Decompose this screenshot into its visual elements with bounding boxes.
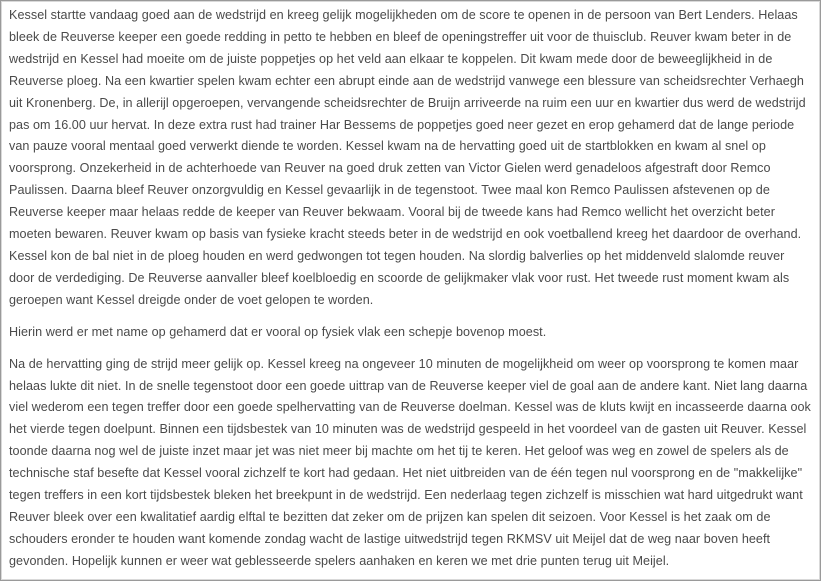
article-paragraph-2: Hierin werd er met name op gehamerd dat er vooral op fysiek vlak een schepje bovenop moest.	[9, 324, 547, 339]
article-paragraph-1: Kessel startte vandaag goed aan de wedstrijd en kreeg gelijk mogelijkheden om de score te openen in de persoon van Bert Lenders. Helaas bleek de Reuverse keeper een goede redding in petto te hebben en bleef de openingstreffer uit voor de thuisclub. Reuver kwam beter in de wedstrijd en Kessel had moeite om de juiste poppetjes op het veld aan elkaar te koppelen. Dit kwam mede door de beweeglijkheid in de Reuverse ploeg. Na een kwartier spelen kwam echter een abrupt einde aan de wedstrijd vanwege een blessure van scheidsrechter Verhaegh uit Kronenberg. De, in allerijl opgeroepen, vervangende scheidsrechter de Bruijn arriveerde na ruim een uur en kwartier dus werd de wedstrijd pas om 16.00 uur hervat. In deze extra rust had trainer Har Bessems de poppetjes goed neer gezet en erop gehamerd dat de lange periode van pauze vooral mentaal goed verwerkt diende te worden. Kessel kwam na de hervatting goed uit de startblokken en kwam al snel op voorsprong. Onzekerheid in de achterhoede van Reuver na goed druk zetten van Victor Gielen werd genadeloos afgestraft door Remco Paulissen. Daarna bleef Reuver onzorgvuldig en Kessel gevaarlijk in de tegenstoot. Twee maal kon Remco Paulissen afstevenen op de Reuverse keeper maar helaas redde de keeper van Reuver bekwaam. Vooral bij de tweede kans had Remco wellicht het overzicht beter moeten bewaren. Reuver kwam op basis van fysieke kracht steeds beter in de wedstrijd en ook voetballend kreeg het daardoor de overhand. Kessel kon de bal niet in de ploeg houden en werd gedwongen tot tegen houden. Na slordig balverlies op het middenveld slalomde reuver door de verdediging. De Reuverse aanvaller bleef koelbloedig en scoorde de gelijkmaker vlak voor rust. Het tweede rust moment kwam als geroepen want Kessel dreigde onder de voet gelopen te worden.	[9, 8, 806, 307]
article-body	[9, 5, 813, 573]
paragraph-spacer	[9, 344, 813, 354]
article-paragraph-3: Na de hervatting ging de strijd meer gelijk op. Kessel kreeg na ongeveer 10 minuten de mogelijkheid om weer op voorsprong te komen maar helaas lukte dit niet. In de snelle tegenstoot door een goede uittrap van de Reuverse keeper viel de goal aan de andere kant. Niet lang daarna viel wederom een tegen treffer door een goede spelhervatting van de Reuverse doelman. Kessel was de kluts kwijt en incasseerde daarna ook het vierde tegen doelpunt. Binnen een tijdsbestek van 10 minuten was de wedstrijd gespeeld in het voordeel van de gasten uit Reuver. Kessel toonde daarna nog wel de juiste inzet maar jet was niet meer bij machte om het tij te keren. Het geloof was weg en zowel de spelers als de technische staf besefte dat Kessel vooral zichzelf te kort had gedaan. Het niet uitbreiden van de één tegen nul voorsprong en de "makkelijke" tegen treffers in een kort tijdsbestek bleken het breekpunt in de wedstrijd. Een nederlaag tegen zichzelf is misschien wat hard uitgedrukt want Reuver bleek over een kwalitatief aardig elftal te bezitten dat zeker om de prijzen kan spelen dit seizoen. Voor Kessel is het zaak om de schouders eronder te houden want komende zondag wacht de lastige uitwedstrijd tegen RKMSV uit Meijel dat de weg naar boven heeft gevonden. Hopelijk kunnen er weer wat geblesseerde spelers aanhaken en keren we met drie punten terug uit Meijel.	[9, 356, 811, 568]
paragraph-spacer	[9, 312, 813, 322]
